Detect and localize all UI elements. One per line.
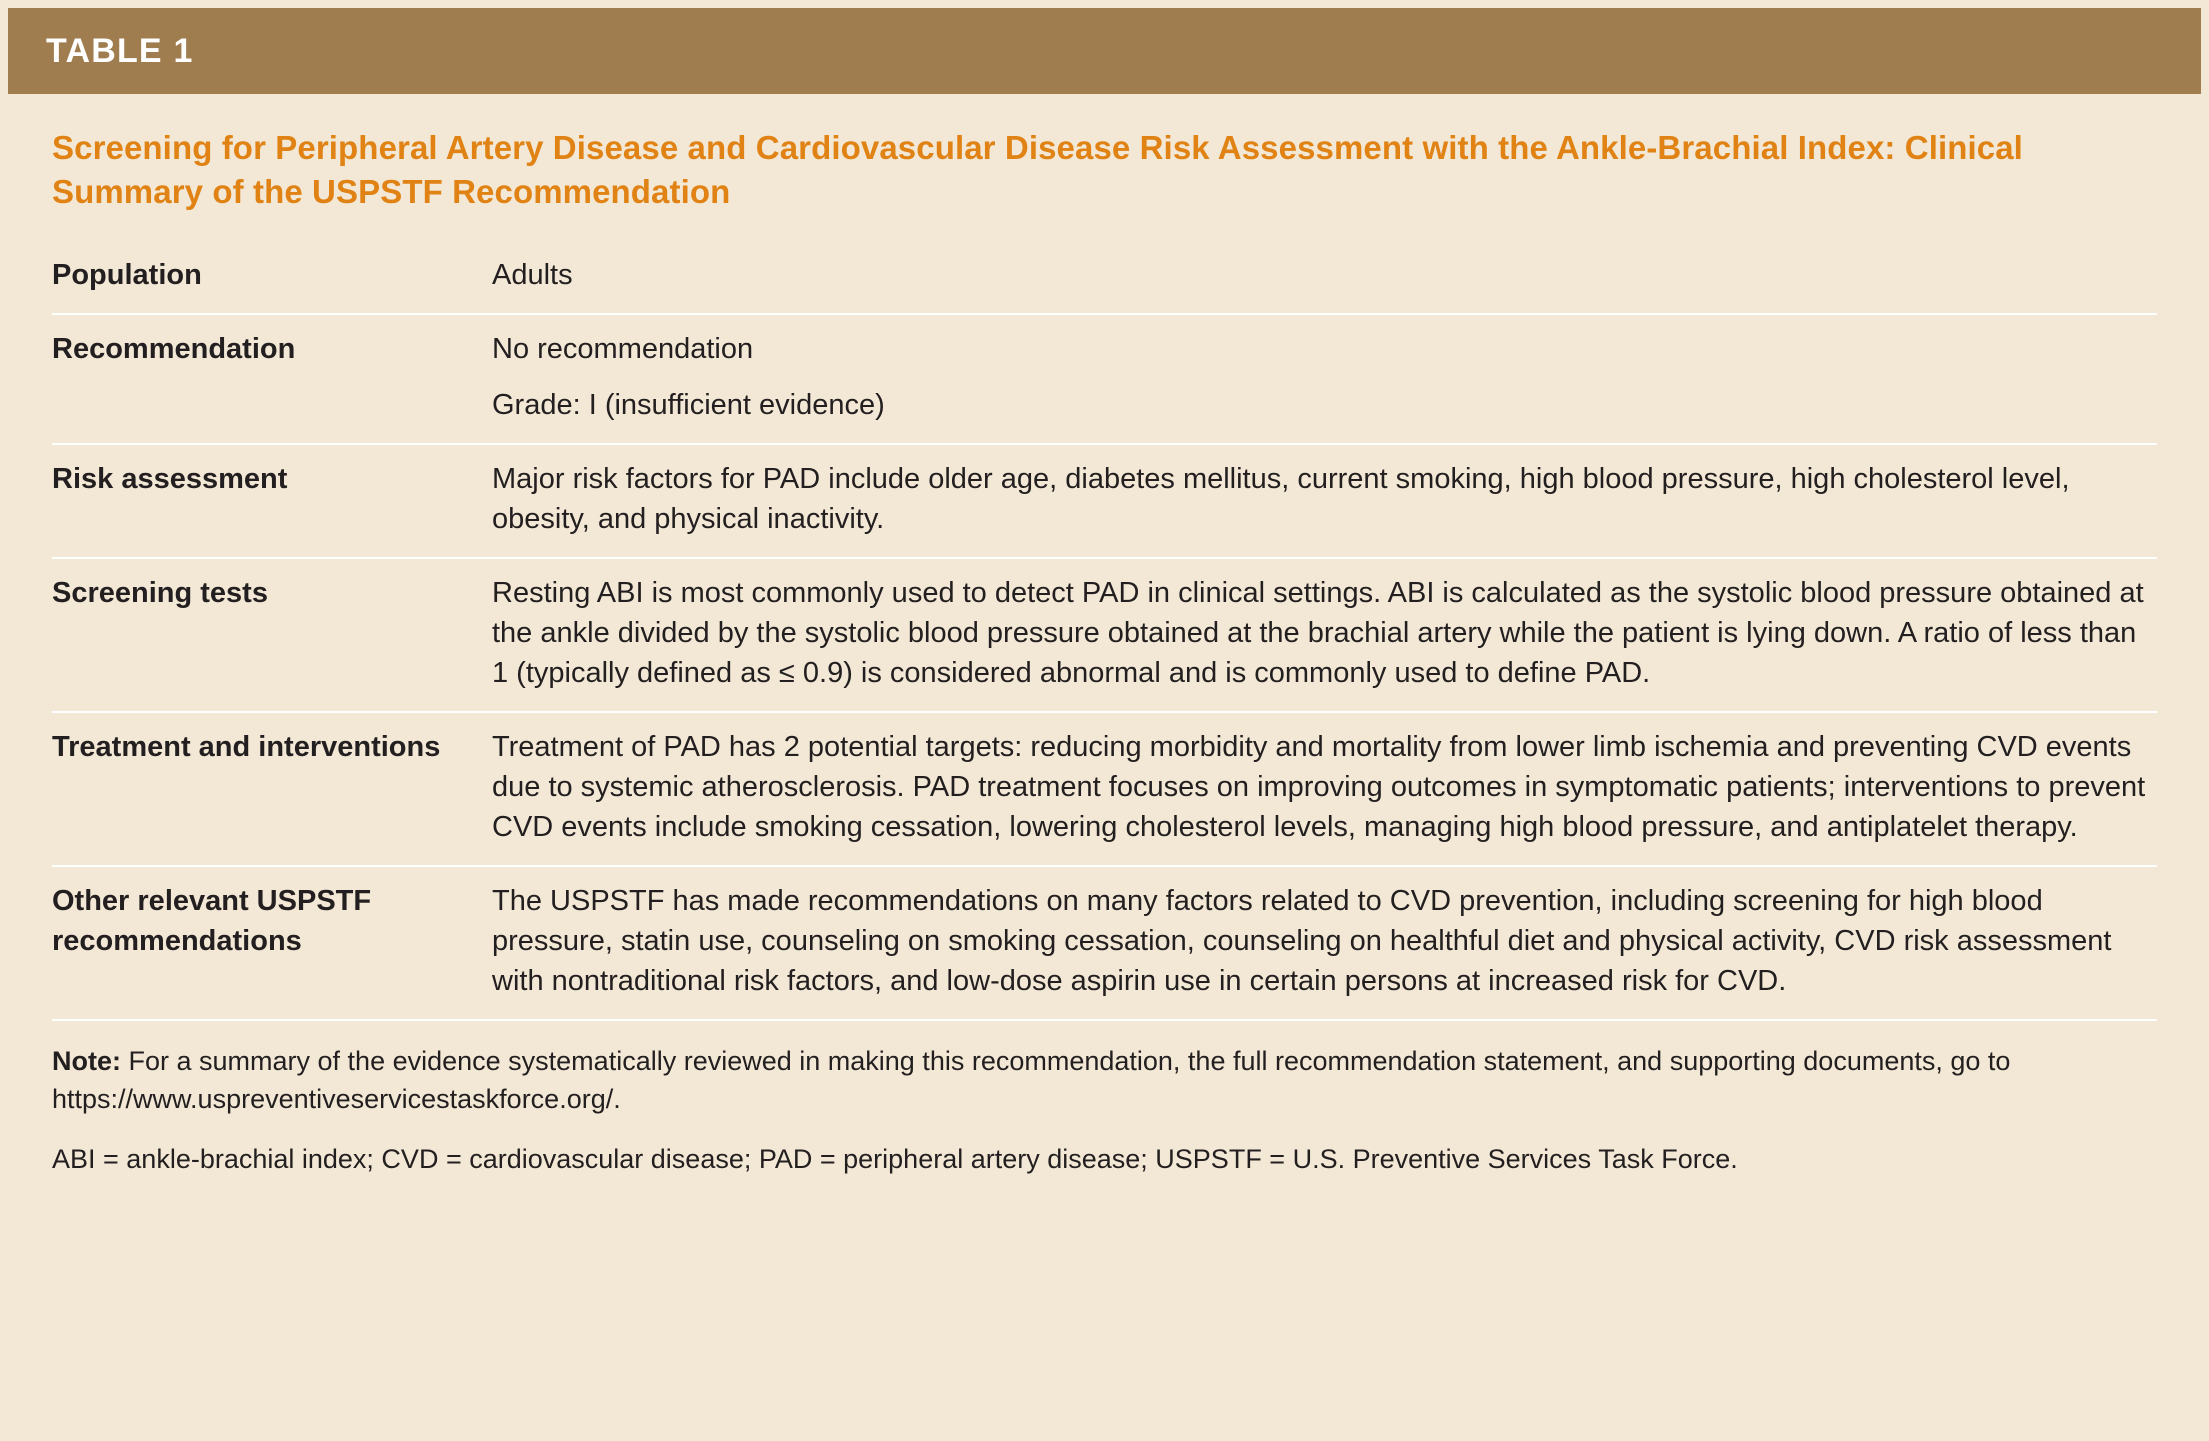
row-text: The USPSTF has made recommendations on many factors related to CVD prevention, including screening for high blood pressure, statin use, counseling on smoking cessation, counseling on healthful diet and physical activity, CVD risk assessment with nontraditional risk factors, and low-dose aspirin use in certain persons at increased risk for CVD.: [492, 885, 2112, 998]
row-text: Resting ABI is most commonly used to detect PAD in clinical settings. ABI is calculated as the systolic blood pressure obtained at the ankle divided by the systolic blood pressure obtained at the brachial artery while the patient is lying down. A ratio of less than 1 (typically defined as ≤ 0.9) is considered abnormal and is commonly used to define PAD.: [492, 577, 2144, 690]
row-value-screening-tests: [492, 558, 2157, 712]
row-text: No recommendation: [492, 333, 754, 366]
summary-table: [52, 241, 2157, 1019]
row-value-population: [492, 241, 2157, 314]
table-row: [52, 314, 2157, 444]
note-line: [52, 1043, 2157, 1119]
row-label-risk-assessment: Risk assessment: [52, 444, 492, 558]
row-text: Major risk factors for PAD include older age, diabetes mellitus, current smoking, high blood pressure, high cholesterol level, obesity, and physical inactivity.: [492, 463, 2070, 536]
table-notes: [52, 1019, 2157, 1178]
table-row: [52, 558, 2157, 712]
table-body: [8, 94, 2201, 1179]
table-header-bar: [8, 8, 2201, 94]
note-prefix: Note:: [52, 1046, 121, 1077]
row-value-other-relevant-uspstf-recommendations: [492, 866, 2157, 1019]
table-row: [52, 866, 2157, 1019]
table-row: [52, 444, 2157, 558]
table-row: [52, 712, 2157, 866]
table-row: [52, 241, 2157, 314]
table-title: Screening for Peripheral Artery Disease and Cardiovascular Disease Risk Assessment with the Ankle-Brachial Index: Clinical Summary of the USPSTF Recommendation: [52, 129, 2023, 210]
row-label-population: Population: [52, 259, 202, 292]
table-number-label: TABLE 1: [46, 31, 194, 70]
row-value-risk-assessment: [492, 444, 2157, 558]
row-label-screening-tests: Screening tests: [52, 558, 492, 712]
row-text-grade: Grade: I (insufficient evidence): [492, 389, 885, 422]
row-text: Treatment of PAD has 2 potential targets: reducing morbidity and mortality from lower limb ischemia and preventing CVD events due to systemic atherosclerosis. PAD treatment focuses on improving outcomes in symptomatic patients; interventions to prevent CVD events include smoking cessation, lowering cholesterol levels, managing high blood pressure, and antiplatelet therapy.: [492, 731, 2146, 844]
row-text: Adults: [492, 259, 573, 292]
row-label-treatment-and-interventions: Treatment and interventions: [52, 712, 492, 866]
row-label-other-relevant-uspstf-recommendations: Other relevant USPSTF recommendations: [52, 866, 492, 1019]
row-value-recommendation: [492, 314, 2157, 444]
note-text: For a summary of the evidence systematically reviewed in making this recommendation, the full recommendation statement, and supporting documents, go to https://www.uspreventiveservicestaskforce.org/.: [52, 1046, 2011, 1115]
abbreviations-line: ABI = ankle-brachial index; CVD = cardiovascular disease; PAD = peripheral artery disease; USPSTF = U.S. Preventive Services Task Force.: [52, 1143, 1738, 1174]
row-label-recommendation: Recommendation: [52, 314, 492, 444]
row-value-treatment-and-interventions: [492, 712, 2157, 866]
